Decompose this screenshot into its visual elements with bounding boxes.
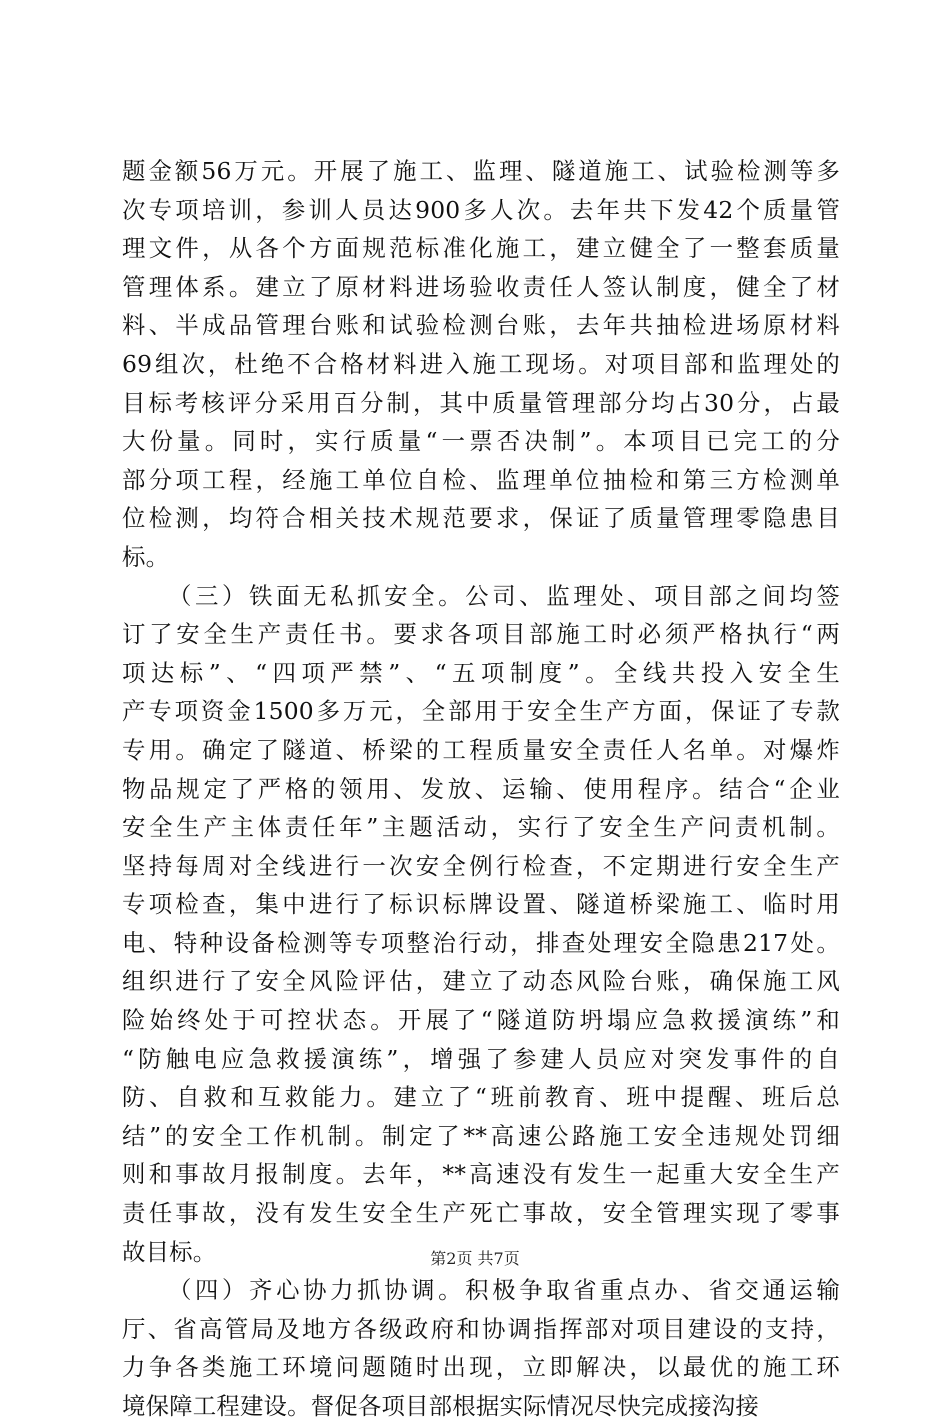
text-line: 次专项培训，参训人员达900多人次。去年共下发42个质量管 bbox=[122, 195, 840, 224]
text-line: 组织进行了安全风险评估，建立了动态风险台账，确保施工风 bbox=[122, 967, 840, 996]
text-line: 物品规定了严格的领用、发放、运输、使用程序。结合“企业 bbox=[122, 774, 840, 803]
text-line: 力争各类施工环境问题随时出现，立即解决，以最优的施工环 bbox=[122, 1353, 840, 1382]
text-line: 理文件，从各个方面规范标准化施工，建立健全了一整套质量 bbox=[122, 234, 840, 263]
text-line: 料、半成品管理台账和试验检测台账，去年共抽检进场原材料 bbox=[122, 311, 840, 340]
text-line: 标。 bbox=[122, 542, 170, 571]
text-line: 安全生产主体责任年”主题活动，实行了安全生产问责机制。 bbox=[122, 813, 840, 842]
text-line: 险始终处于可控状态。开展了“隧道防坍塌应急救援演练”和 bbox=[122, 1006, 840, 1035]
text-line: 故目标。 bbox=[122, 1237, 217, 1266]
text-line: 订了安全生产责任书。要求各项目部施工时必须严格执行“两 bbox=[122, 620, 840, 649]
paragraph-first-line: （四）齐心协力抓协调。积极争取省重点办、省交通运输 bbox=[168, 1276, 840, 1305]
text-line: “防触电应急救援演练”，增强了参建人员应对突发事件的自 bbox=[122, 1044, 840, 1073]
text-line: 电、特种设备检测等专项整治行动，排查处理安全隐患217处。 bbox=[122, 928, 840, 957]
text-line: 题金额56万元。开展了施工、监理、隧道施工、试验检测等多 bbox=[122, 157, 840, 185]
text-line: 项达标”、“四项严禁”、“五项制度”。全线共投入安全生 bbox=[122, 658, 840, 687]
document-body bbox=[122, 152, 840, 1426]
text-line: 责任事故，没有发生安全生产死亡事故，安全管理实现了零事 bbox=[122, 1199, 840, 1228]
text-line: 境保障工程建设。督促各项目部根据实际情况尽快完成接沟接 bbox=[122, 1392, 759, 1420]
text-line: 部分项工程，经施工单位自检、监理单位抽检和第三方检测单 bbox=[122, 465, 840, 494]
text-line: 专项检查，集中进行了标识标牌设置、隧道桥梁施工、临时用 bbox=[122, 890, 840, 919]
text-line: 防、自救和互救能力。建立了“班前教育、班中提醒、班后总 bbox=[122, 1083, 840, 1112]
text-line: 目标考核评分采用百分制，其中质量管理部分均占30分，占最 bbox=[122, 388, 840, 417]
text-line: 坚持每周对全线进行一次安全例行检查，不定期进行安全生产 bbox=[122, 851, 840, 880]
text-line: 则和事故月报制度。去年，**高速没有发生一起重大安全生产 bbox=[122, 1160, 840, 1189]
text-line: 位检测，均符合相关技术规范要求，保证了质量管理零隐患目 bbox=[122, 504, 840, 533]
page-footer: 第2页 共7页 bbox=[430, 1249, 520, 1268]
text-line: 专用。确定了隧道、桥梁的工程质量安全责任人名单。对爆炸 bbox=[122, 735, 840, 764]
text-line: 69组次，杜绝不合格材料进入施工现场。对项目部和监理处的 bbox=[122, 349, 840, 378]
text-line: 管理体系。建立了原材料进场验收责任人签认制度，健全了材 bbox=[122, 272, 840, 301]
text-line: 大份量。同时，实行质量“一票否决制”。本项目已完工的分 bbox=[122, 427, 840, 456]
text-line: 产专项资金1500多万元，全部用于安全生产方面，保证了专款 bbox=[122, 697, 840, 726]
text-line: 结”的安全工作机制。制定了**高速公路施工安全违规处罚细 bbox=[122, 1121, 840, 1150]
text-line: 厅、省高管局及地方各级政府和协调指挥部对项目建设的支持， bbox=[122, 1314, 840, 1343]
paragraph-first-line: （三）铁面无私抓安全。公司、监理处、项目部之间均签 bbox=[168, 581, 840, 610]
